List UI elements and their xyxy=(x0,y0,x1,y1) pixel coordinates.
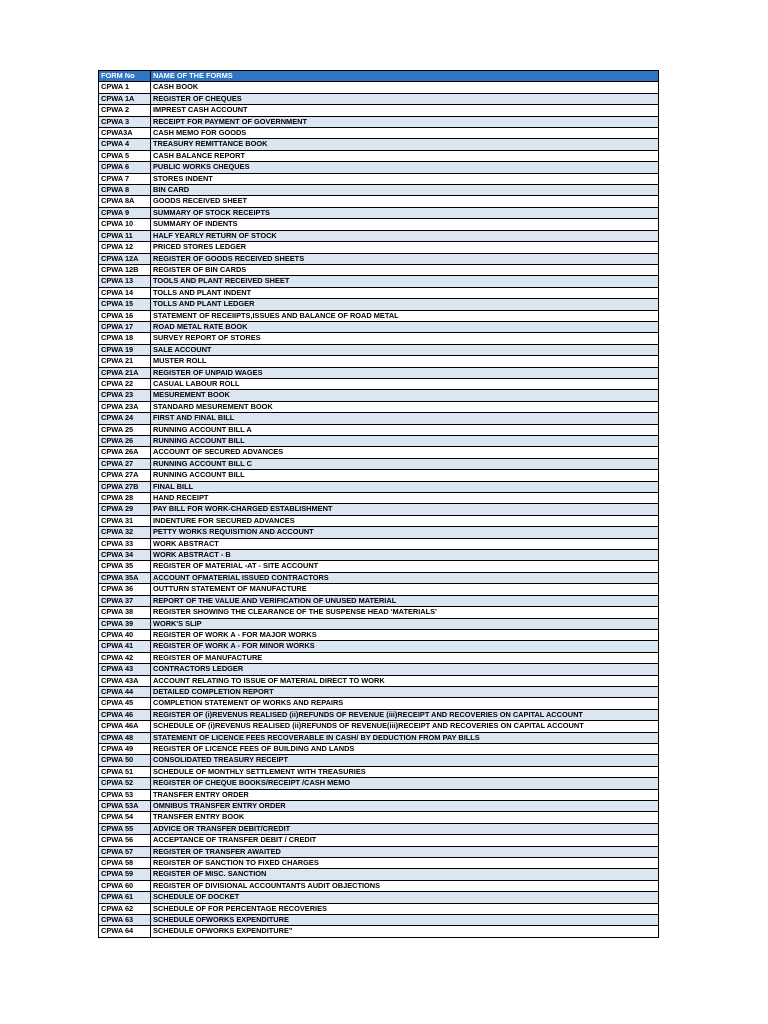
form-name-cell[interactable]: REGISTER OF MANUFACTURE xyxy=(151,652,659,663)
table-row[interactable] xyxy=(99,550,659,561)
form-number-cell[interactable]: CPWA 26A xyxy=(99,447,151,458)
table-row[interactable] xyxy=(99,561,659,572)
table-row[interactable] xyxy=(99,801,659,812)
table-row[interactable] xyxy=(99,812,659,823)
form-name-cell[interactable]: SCHEDULE OFWORKS EXPENDITURE xyxy=(151,915,659,926)
form-number-cell[interactable]: CPWA 35A xyxy=(99,572,151,583)
form-name-cell[interactable]: REGISTER OF MATERIAL -AT - SITE ACCOUNT xyxy=(151,561,659,572)
form-name-cell[interactable]: ACCEPTANCE OF TRANSFER DEBIT / CREDIT xyxy=(151,835,659,846)
table-row[interactable] xyxy=(99,356,659,367)
form-name-cell[interactable]: WORK ABSTRACT xyxy=(151,538,659,549)
form-name-cell[interactable]: SCHEDULE OFWORKS EXPENDITURE" xyxy=(151,926,659,937)
form-name-cell[interactable]: TREASURY REMITTANCE BOOK xyxy=(151,139,659,150)
form-name-cell[interactable]: REGISTER OF TRANSFER AWAITED xyxy=(151,846,659,857)
table-row[interactable] xyxy=(99,344,659,355)
table-row[interactable] xyxy=(99,481,659,492)
form-name-cell[interactable]: SALE ACCOUNT xyxy=(151,344,659,355)
form-name-cell[interactable]: ACCOUNT OFMATERIAL ISSUED CONTRACTORS xyxy=(151,572,659,583)
form-number-cell[interactable]: CPWA 51 xyxy=(99,766,151,777)
form-number-cell[interactable]: CPWA 50 xyxy=(99,755,151,766)
form-number-cell[interactable]: CPWA 4 xyxy=(99,139,151,150)
table-row[interactable] xyxy=(99,664,659,675)
form-name-cell[interactable]: REGISTER OF LICENCE FEES OF BUILDING AND LANDS xyxy=(151,743,659,754)
table-row[interactable] xyxy=(99,150,659,161)
form-number-cell[interactable]: CPWA 52 xyxy=(99,778,151,789)
form-number-cell[interactable]: CPWA 23 xyxy=(99,390,151,401)
form-name-cell[interactable]: RUNNING ACCOUNT BILL A xyxy=(151,424,659,435)
form-number-cell[interactable]: CPWA 29 xyxy=(99,504,151,515)
form-name-cell[interactable]: ROAD METAL RATE BOOK xyxy=(151,321,659,332)
table-row[interactable] xyxy=(99,732,659,743)
form-number-cell[interactable]: CPWA 48 xyxy=(99,732,151,743)
form-number-cell[interactable]: CPWA 17 xyxy=(99,321,151,332)
table-row[interactable] xyxy=(99,880,659,891)
table-row[interactable] xyxy=(99,185,659,196)
form-name-cell[interactable]: TRANSFER ENTRY BOOK xyxy=(151,812,659,823)
form-number-cell[interactable]: CPWA 9 xyxy=(99,207,151,218)
form-number-cell[interactable]: CPWA 43A xyxy=(99,675,151,686)
form-name-cell[interactable]: OMNIBUS TRANSFER ENTRY ORDER xyxy=(151,801,659,812)
form-number-cell[interactable]: CPWA 33 xyxy=(99,538,151,549)
table-row[interactable] xyxy=(99,709,659,720)
table-row[interactable] xyxy=(99,607,659,618)
form-number-cell[interactable]: CPWA 27 xyxy=(99,458,151,469)
form-name-cell[interactable]: CONSOLIDATED TREASURY RECEIPT xyxy=(151,755,659,766)
table-row[interactable] xyxy=(99,299,659,310)
form-name-cell[interactable]: SCHEDULE OF FOR PERCENTAGE RECOVERIES xyxy=(151,903,659,914)
table-row[interactable] xyxy=(99,230,659,241)
table-row[interactable] xyxy=(99,436,659,447)
form-number-cell[interactable]: CPWA 34 xyxy=(99,550,151,561)
form-number-cell[interactable]: CPWA 6 xyxy=(99,162,151,173)
table-row[interactable] xyxy=(99,264,659,275)
form-name-cell[interactable]: REGISTER OF CHEQUES xyxy=(151,93,659,104)
form-number-cell[interactable]: CPWA 12B xyxy=(99,264,151,275)
form-number-cell[interactable]: CPWA 8A xyxy=(99,196,151,207)
header-form-name[interactable]: NAME OF THE FORMS xyxy=(151,71,659,82)
table-row[interactable] xyxy=(99,447,659,458)
table-row[interactable] xyxy=(99,242,659,253)
form-name-cell[interactable]: REGISTER OF CHEQUE BOOKS/RECEIPT /CASH MEMO xyxy=(151,778,659,789)
form-name-cell[interactable]: CASH BALANCE REPORT xyxy=(151,150,659,161)
table-row[interactable] xyxy=(99,207,659,218)
form-number-cell[interactable]: CPWA 13 xyxy=(99,276,151,287)
form-number-cell[interactable]: CPWA3A xyxy=(99,128,151,139)
table-row[interactable] xyxy=(99,139,659,150)
form-number-cell[interactable]: CPWA 35 xyxy=(99,561,151,572)
table-row[interactable] xyxy=(99,105,659,116)
form-number-cell[interactable]: CPWA 25 xyxy=(99,424,151,435)
form-name-cell[interactable]: CASH MEMO FOR GOODS xyxy=(151,128,659,139)
form-number-cell[interactable]: CPWA 12 xyxy=(99,242,151,253)
table-row[interactable] xyxy=(99,333,659,344)
table-row[interactable] xyxy=(99,835,659,846)
form-number-cell[interactable]: CPWA 63 xyxy=(99,915,151,926)
table-row[interactable] xyxy=(99,766,659,777)
form-number-cell[interactable]: CPWA 37 xyxy=(99,595,151,606)
table-row[interactable] xyxy=(99,926,659,937)
table-row[interactable] xyxy=(99,846,659,857)
form-number-cell[interactable]: CPWA 12A xyxy=(99,253,151,264)
table-row[interactable] xyxy=(99,618,659,629)
table-row[interactable] xyxy=(99,401,659,412)
form-number-cell[interactable]: CPWA 23A xyxy=(99,401,151,412)
form-name-cell[interactable]: REPORT OF THE VALUE AND VERIFICATION OF UNUSED MATERIAL xyxy=(151,595,659,606)
form-name-cell[interactable]: IMPREST CASH ACCOUNT xyxy=(151,105,659,116)
form-name-cell[interactable]: SURVEY REPORT OF STORES xyxy=(151,333,659,344)
form-number-cell[interactable]: CPWA 54 xyxy=(99,812,151,823)
table-row[interactable] xyxy=(99,641,659,652)
form-name-cell[interactable]: STANDARD MESUREMENT BOOK xyxy=(151,401,659,412)
form-number-cell[interactable]: CPWA 61 xyxy=(99,892,151,903)
table-row[interactable] xyxy=(99,721,659,732)
form-name-cell[interactable]: PRICED STORES LEDGER xyxy=(151,242,659,253)
form-name-cell[interactable]: RECEIPT FOR PAYMENT OF GOVERNMENT xyxy=(151,116,659,127)
form-number-cell[interactable]: CPWA 15 xyxy=(99,299,151,310)
form-number-cell[interactable]: CPWA 53A xyxy=(99,801,151,812)
form-number-cell[interactable]: CPWA 43 xyxy=(99,664,151,675)
form-name-cell[interactable]: PETTY WORKS REQUISITION AND ACCOUNT xyxy=(151,527,659,538)
form-name-cell[interactable]: PAY BILL FOR WORK-CHARGED ESTABLISHMENT xyxy=(151,504,659,515)
form-number-cell[interactable]: CPWA 59 xyxy=(99,869,151,880)
form-name-cell[interactable]: ACCOUNT RELATING TO ISSUE OF MATERIAL DIRECT TO WORK xyxy=(151,675,659,686)
form-name-cell[interactable]: INDENTURE FOR SECURED ADVANCES xyxy=(151,515,659,526)
form-number-cell[interactable]: CPWA 56 xyxy=(99,835,151,846)
form-name-cell[interactable]: RUNNING ACCOUNT BILL C xyxy=(151,458,659,469)
table-header-row xyxy=(99,71,659,82)
form-number-cell[interactable]: CPWA 60 xyxy=(99,880,151,891)
form-name-cell[interactable]: RUNNING ACCOUNT BILL xyxy=(151,470,659,481)
form-name-cell[interactable]: HAND RECEIPT xyxy=(151,493,659,504)
form-name-cell[interactable]: SUMMARY OF INDENTS xyxy=(151,219,659,230)
form-number-cell[interactable]: CPWA 21 xyxy=(99,356,151,367)
form-name-cell[interactable]: DETAILED COMPLETION REPORT xyxy=(151,686,659,697)
table-row[interactable] xyxy=(99,538,659,549)
form-number-cell[interactable]: CPWA 46A xyxy=(99,721,151,732)
form-name-cell[interactable]: SCHEDULE OF (i)REVENUS REALISED (ii)REFUNDS OF REVENUE(iii)RECEIPT AND RECOVERIES ON CAPITAL ACCOUNT xyxy=(151,721,659,732)
table-row[interactable] xyxy=(99,162,659,173)
form-number-cell[interactable]: CPWA 42 xyxy=(99,652,151,663)
form-name-cell[interactable]: REGISTER OF SANCTION TO FIXED CHARGES xyxy=(151,858,659,869)
table-row[interactable] xyxy=(99,493,659,504)
form-number-cell[interactable]: CPWA 57 xyxy=(99,846,151,857)
form-number-cell[interactable]: CPWA 22 xyxy=(99,378,151,389)
form-number-cell[interactable]: CPWA 41 xyxy=(99,641,151,652)
table-row[interactable] xyxy=(99,413,659,424)
form-number-cell[interactable]: CPWA 11 xyxy=(99,230,151,241)
form-number-cell[interactable]: CPWA 16 xyxy=(99,310,151,321)
table-row[interactable] xyxy=(99,93,659,104)
table-row[interactable] xyxy=(99,82,659,93)
form-name-cell[interactable]: STATEMENT OF RECEIIPTS,ISSUES AND BALANCE OF ROAD METAL xyxy=(151,310,659,321)
form-number-cell[interactable]: CPWA 7 xyxy=(99,173,151,184)
table-row[interactable] xyxy=(99,310,659,321)
form-name-cell[interactable]: REGISTER OF MISC. SANCTION xyxy=(151,869,659,880)
form-number-cell[interactable]: CPWA 58 xyxy=(99,858,151,869)
form-number-cell[interactable]: CPWA 28 xyxy=(99,493,151,504)
table-row[interactable] xyxy=(99,903,659,914)
form-name-cell[interactable]: SCHEDULE OF MONTHLY SETTLEMENT WITH TREASURIES xyxy=(151,766,659,777)
form-name-cell[interactable]: TRANSFER ENTRY ORDER xyxy=(151,789,659,800)
form-name-cell[interactable]: ADVICE OR TRANSFER DEBIT/CREDIT xyxy=(151,823,659,834)
form-number-cell[interactable]: CPWA 46 xyxy=(99,709,151,720)
form-number-cell[interactable]: CPWA 31 xyxy=(99,515,151,526)
form-number-cell[interactable]: CPWA 5 xyxy=(99,150,151,161)
form-name-cell[interactable]: MUSTER ROLL xyxy=(151,356,659,367)
table-row[interactable] xyxy=(99,572,659,583)
table-row[interactable] xyxy=(99,789,659,800)
table-row[interactable] xyxy=(99,253,659,264)
form-name-cell[interactable]: HALF YEARLY RETURN OF STOCK xyxy=(151,230,659,241)
form-number-cell[interactable]: CPWA 3 xyxy=(99,116,151,127)
form-number-cell[interactable]: CPWA 64 xyxy=(99,926,151,937)
form-name-cell[interactable]: STORES INDENT xyxy=(151,173,659,184)
table-row[interactable] xyxy=(99,219,659,230)
form-number-cell[interactable]: CPWA 55 xyxy=(99,823,151,834)
table-row[interactable] xyxy=(99,367,659,378)
table-row[interactable] xyxy=(99,595,659,606)
form-number-cell[interactable]: CPWA 27A xyxy=(99,470,151,481)
form-number-cell[interactable]: CPWA 40 xyxy=(99,629,151,640)
form-name-cell[interactable]: REGISTER OF WORK A - FOR MAJOR WORKS xyxy=(151,629,659,640)
form-name-cell[interactable]: SCHEDULE OF DOCKET xyxy=(151,892,659,903)
form-name-cell[interactable]: GOODS RECEIVED SHEET xyxy=(151,196,659,207)
form-number-cell[interactable]: CPWA 1 xyxy=(99,82,151,93)
header-form-no[interactable]: FORM No xyxy=(99,71,151,82)
form-name-cell[interactable]: PUBLIC WORKS CHEQUES xyxy=(151,162,659,173)
form-name-cell[interactable]: OUTTURN STATEMENT OF MANUFACTURE xyxy=(151,584,659,595)
form-number-cell[interactable]: CPWA 27B xyxy=(99,481,151,492)
table-row[interactable] xyxy=(99,869,659,880)
form-name-cell[interactable]: REGISTER OF BIN CARDS xyxy=(151,264,659,275)
form-number-cell[interactable]: CPWA 18 xyxy=(99,333,151,344)
table-row[interactable] xyxy=(99,823,659,834)
table-row[interactable] xyxy=(99,892,659,903)
form-name-cell[interactable]: FINAL BILL xyxy=(151,481,659,492)
form-name-cell[interactable]: RUNNING ACCOUNT BILL xyxy=(151,436,659,447)
form-number-cell[interactable]: CPWA 44 xyxy=(99,686,151,697)
form-number-cell[interactable]: CPWA 14 xyxy=(99,287,151,298)
table-row[interactable] xyxy=(99,515,659,526)
table-row[interactable] xyxy=(99,629,659,640)
form-name-cell[interactable]: REGISTER SHOWING THE CLEARANCE OF THE SUSPENSE HEAD 'MATERIALS' xyxy=(151,607,659,618)
form-name-cell[interactable]: TOLLS AND PLANT LEDGER xyxy=(151,299,659,310)
table-row[interactable] xyxy=(99,652,659,663)
form-name-cell[interactable]: CONTRACTORS LEDGER xyxy=(151,664,659,675)
form-name-cell[interactable]: STATEMENT OF LICENCE FEES RECOVERABLE IN CASH/ BY DEDUCTION FROM PAY BILLS xyxy=(151,732,659,743)
form-number-cell[interactable]: CPWA 38 xyxy=(99,607,151,618)
table-row[interactable] xyxy=(99,527,659,538)
form-name-cell[interactable]: TOOLS AND PLANT RECEIVED SHEET xyxy=(151,276,659,287)
form-number-cell[interactable]: CPWA 39 xyxy=(99,618,151,629)
form-name-cell[interactable]: REGISTER OF DIVISIONAL ACCOUNTANTS AUDIT OBJECTIONS xyxy=(151,880,659,891)
form-number-cell[interactable]: CPWA 19 xyxy=(99,344,151,355)
table-row[interactable] xyxy=(99,458,659,469)
form-number-cell[interactable]: CPWA 10 xyxy=(99,219,151,230)
form-name-cell[interactable]: BIN CARD xyxy=(151,185,659,196)
form-name-cell[interactable]: WORK'S SLIP xyxy=(151,618,659,629)
form-name-cell[interactable]: ACCOUNT OF SECURED ADVANCES xyxy=(151,447,659,458)
table-row[interactable] xyxy=(99,276,659,287)
table-row[interactable] xyxy=(99,287,659,298)
form-name-cell[interactable]: REGISTER OF UNPAID WAGES xyxy=(151,367,659,378)
form-number-cell[interactable]: CPWA 24 xyxy=(99,413,151,424)
form-number-cell[interactable]: CPWA 21A xyxy=(99,367,151,378)
table-row[interactable] xyxy=(99,858,659,869)
table-row[interactable] xyxy=(99,390,659,401)
form-number-cell[interactable]: CPWA 26 xyxy=(99,436,151,447)
table-row[interactable] xyxy=(99,675,659,686)
form-name-cell[interactable]: WORK ABSTRACT - B xyxy=(151,550,659,561)
table-row[interactable] xyxy=(99,378,659,389)
table-row[interactable] xyxy=(99,173,659,184)
form-number-cell[interactable]: CPWA 62 xyxy=(99,903,151,914)
form-number-cell[interactable]: CPWA 45 xyxy=(99,698,151,709)
form-number-cell[interactable]: CPWA 49 xyxy=(99,743,151,754)
table-row[interactable] xyxy=(99,196,659,207)
table-row[interactable] xyxy=(99,915,659,926)
form-number-cell[interactable]: CPWA 53 xyxy=(99,789,151,800)
table-row[interactable] xyxy=(99,116,659,127)
form-name-cell[interactable]: SUMMARY OF STOCK RECEIPTS xyxy=(151,207,659,218)
form-number-cell[interactable]: CPWA 32 xyxy=(99,527,151,538)
table-row[interactable] xyxy=(99,698,659,709)
form-number-cell[interactable]: CPWA 1A xyxy=(99,93,151,104)
table-row[interactable] xyxy=(99,755,659,766)
forms-table xyxy=(98,70,659,938)
form-name-cell[interactable]: TOLLS AND PLANT INDENT xyxy=(151,287,659,298)
form-name-cell[interactable]: REGISTER OF (i)REVENUS REALISED (ii)REFUNDS OF REVENUE (iii)RECEIPT AND RECOVERIES ON CAPITAL ACCOUNT xyxy=(151,709,659,720)
table-row[interactable] xyxy=(99,743,659,754)
form-name-cell[interactable]: COMPLETION STATEMENT OF WORKS AND REPAIRS xyxy=(151,698,659,709)
form-name-cell[interactable]: FIRST AND FINAL BILL xyxy=(151,413,659,424)
form-number-cell[interactable]: CPWA 8 xyxy=(99,185,151,196)
form-name-cell[interactable]: CASUAL LABOUR ROLL xyxy=(151,378,659,389)
form-number-cell[interactable]: CPWA 2 xyxy=(99,105,151,116)
table-row[interactable] xyxy=(99,470,659,481)
table-row[interactable] xyxy=(99,128,659,139)
form-number-cell[interactable]: CPWA 36 xyxy=(99,584,151,595)
form-name-cell[interactable]: MESUREMENT BOOK xyxy=(151,390,659,401)
table-row[interactable] xyxy=(99,321,659,332)
table-row[interactable] xyxy=(99,584,659,595)
table-row[interactable] xyxy=(99,686,659,697)
table-row[interactable] xyxy=(99,424,659,435)
form-name-cell[interactable]: CASH BOOK xyxy=(151,82,659,93)
form-name-cell[interactable]: REGISTER OF GOODS RECEIVED SHEETS xyxy=(151,253,659,264)
table-row[interactable] xyxy=(99,504,659,515)
form-name-cell[interactable]: REGISTER OF WORK A - FOR MINOR WORKS xyxy=(151,641,659,652)
table-row[interactable] xyxy=(99,778,659,789)
